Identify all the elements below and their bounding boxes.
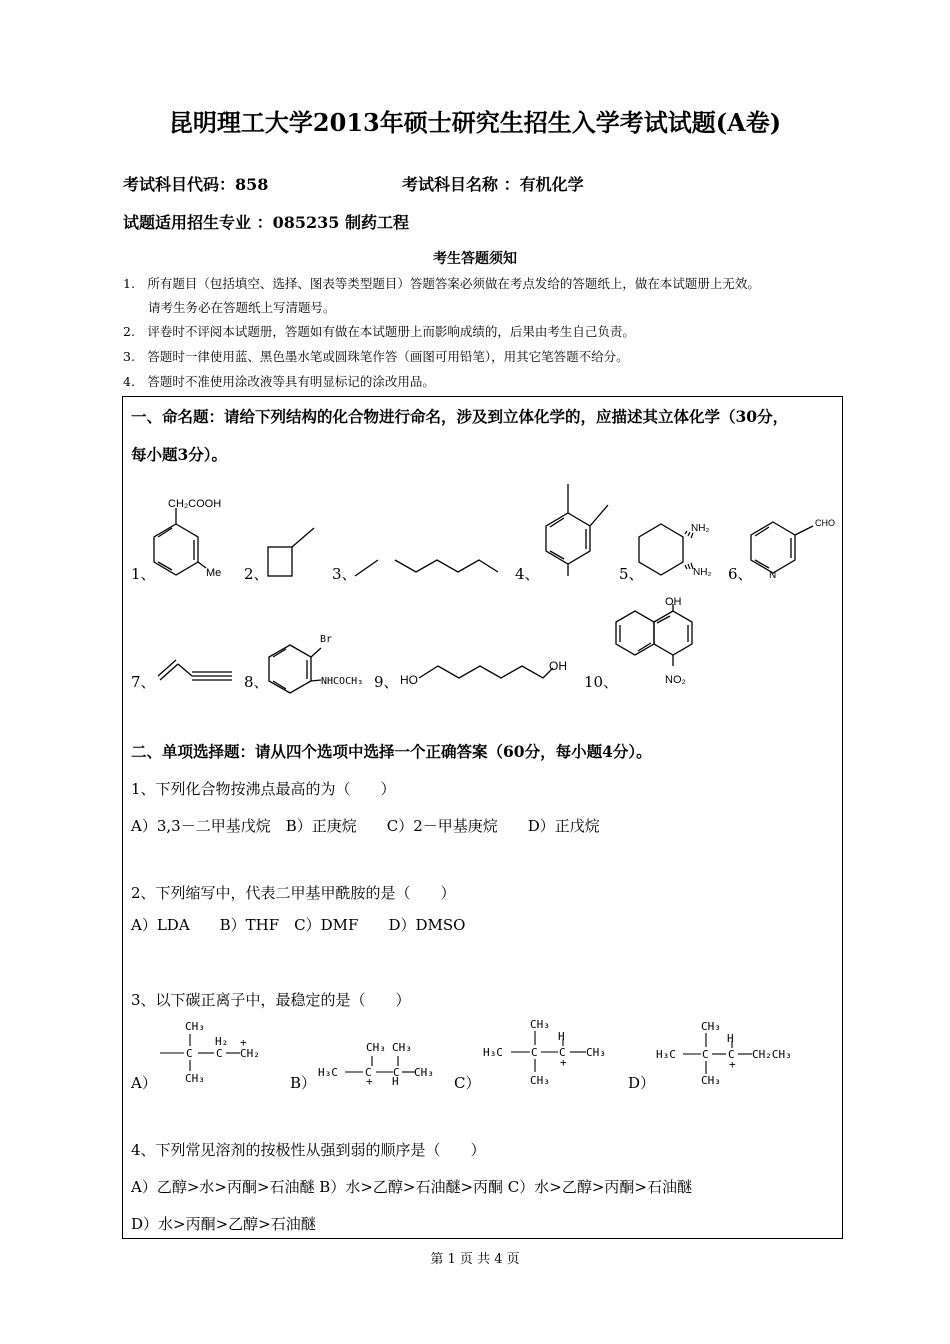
notice-item-4: 4. 答题时不准使用涂改液等具有明显标记的涂改用品。 [123, 374, 435, 389]
q3b-ch3-end: CH₃ [414, 1066, 434, 1079]
q3d-ch3-top: CH₃ [701, 1020, 721, 1033]
q3c-h: H [558, 1030, 565, 1043]
struct-label-1: 1、 [131, 565, 156, 583]
q3c-ch3-top: CH₃ [530, 1018, 550, 1031]
q3a-c1: C [186, 1047, 193, 1060]
s9-ho: HO [400, 673, 418, 687]
q2-text: 2、下列缩写中，代表二甲基甲酰胺的是（ ） [131, 884, 456, 902]
q3b-c2: C [393, 1066, 400, 1079]
q3b-ch3-left: CH₃ [366, 1041, 386, 1054]
s6-n: N [769, 570, 777, 581]
section1-heading-cont: 每小题3分）。 [131, 445, 228, 464]
notice-item-3: 3. 答题时一律使用蓝、黑色墨水笔或圆珠笔作答（画图可用铅笔），用其它笔答题不给分。 [123, 349, 629, 364]
q3d-h: H [727, 1032, 734, 1045]
q3d-ch2ch3: CH₂CH₃ [752, 1048, 792, 1061]
s5-nh2-bottom: NH₂ [693, 567, 712, 578]
s10-no2: NO₂ [665, 674, 686, 686]
notice-title: 考生答题须知 [433, 251, 517, 267]
q4-options-line2: D）水>丙酮>乙醇>石油醚 [131, 1215, 316, 1233]
struct-label-5: 5、 [619, 565, 644, 583]
struct-label-9: 9、 [374, 673, 399, 691]
q3b-h: H [392, 1075, 399, 1088]
struct-label-6: 6、 [728, 565, 753, 583]
q3-option-a: A） [131, 1074, 157, 1092]
notice-item-2: 2. 评卷时不评阅本试题册，答题如有做在本试题册上而影响成绩的，后果由考生自己负责。 [123, 324, 635, 339]
s10-oh: OH [665, 596, 682, 608]
q4-text: 4、下列常见溶剂的按极性从强到弱的顺序是（ ） [131, 1141, 486, 1159]
q3a-plus: + [240, 1036, 247, 1049]
q3a-ch3-top: CH₃ [185, 1020, 205, 1033]
subject-name: 考试科目名称 ：有机化学 [402, 175, 584, 194]
q3d-ch3-bottom: CH₃ [701, 1074, 721, 1087]
q3d-c1: C [702, 1048, 709, 1061]
q3a-ch3-bottom: CH₃ [185, 1072, 205, 1085]
q3a-c2: C [216, 1047, 223, 1060]
q3c-c2: C [559, 1046, 566, 1059]
q3d-h3c: H₃C [656, 1048, 676, 1061]
struct-label-10: 10、 [584, 673, 619, 691]
s5-cyclohexane [639, 524, 683, 575]
q3-text: 3、以下碳正离子中，最稳定的是（ ） [131, 991, 411, 1009]
q2-options: A）LDA B）THF C）DMF D）DMSO [131, 916, 466, 934]
s6-cho: CHO [815, 518, 835, 528]
s1-me: Me [206, 567, 222, 579]
s10-ring-right [654, 611, 692, 655]
s1-ch2cooh: CH₂COOH [168, 498, 222, 510]
q3c-ch3-end: CH₃ [586, 1046, 606, 1059]
q3c-ch3-bottom: CH₃ [530, 1074, 550, 1087]
q3a-h2: H₂ [215, 1035, 229, 1048]
struct-label-8: 8、 [244, 673, 269, 691]
s5-nh2-top: NH₂ [691, 523, 710, 534]
struct-label-2: 2、 [244, 565, 269, 583]
s3-chain [355, 560, 378, 576]
s9-chain [419, 666, 553, 678]
q3c-h3c: H₃C [483, 1046, 503, 1059]
s10-ring-left [616, 611, 654, 655]
section1-heading: 一、命名题：请给下列结构的化合物进行命名，涉及到立体化学的，应描述其立体化学（30分， [131, 407, 789, 426]
q3c-plus: + [560, 1056, 567, 1069]
s2-cyclobutane [268, 547, 292, 576]
exam-title: 昆明理工大学2013年硕士研究生招生入学考试试题(A卷) [168, 108, 782, 137]
struct-label-3: 3、 [332, 565, 357, 583]
q3c-c1: C [531, 1046, 538, 1059]
q4-options-line1: A）乙醇>水>丙酮>石油醚 B）水>乙醇>石油醚>丙酮 C）水>乙醇>丙酮>石油醚 [131, 1178, 692, 1196]
s4-benzene-ring [546, 513, 590, 564]
s6-pyridine-ring [751, 522, 795, 573]
section2-heading: 二、单项选择题：请从四个选项中选择一个正确答案（60分，每小题4分）。 [131, 742, 652, 761]
q3-option-c: C） [454, 1074, 481, 1092]
q3d-c2: C [728, 1048, 735, 1061]
page-number: 第 1 页 共 4 页 [430, 1252, 520, 1267]
q3-option-d: D） [628, 1074, 656, 1092]
struct-label-7: 7、 [131, 673, 156, 691]
q3d-plus: + [729, 1058, 736, 1071]
q3b-plus: + [366, 1075, 373, 1088]
q3-option-b: B） [290, 1074, 317, 1092]
q1-options: A）3,3－二甲基戊烷 B）正庚烷 C）2－甲基庚烷 D）正戊烷 [131, 817, 600, 835]
notice-item-1: 1. 所有题目（包括填空、选择、图表等类型题目）答题答案必须做在考点发给的答题纸上，做在本试题册上无效。 [123, 276, 760, 291]
q3a-ch2: CH₂ [240, 1047, 260, 1060]
s9-oh: OH [549, 659, 567, 673]
s8-benzene-ring [269, 645, 311, 693]
s8-br: Br [320, 634, 333, 645]
notice-item-1-cont: 请考生务必在答题纸上写清题号。 [123, 300, 336, 315]
q3b-c1: C [365, 1066, 372, 1079]
applicable-major: 试题适用招生专业 ：085235 制药工程 [123, 213, 409, 232]
subject-code: 考试科目代码：858 [123, 175, 269, 194]
q1-text: 1、下列化合物按沸点最高的为（ ） [131, 780, 396, 798]
s1-benzene-ring [154, 524, 198, 575]
struct-label-4: 4、 [515, 565, 540, 583]
q3b-h3c: H₃C [318, 1066, 338, 1079]
q3b-ch3-right: CH₃ [392, 1041, 412, 1054]
s8-nhcoch3: NHCOCH₃ [321, 676, 364, 687]
